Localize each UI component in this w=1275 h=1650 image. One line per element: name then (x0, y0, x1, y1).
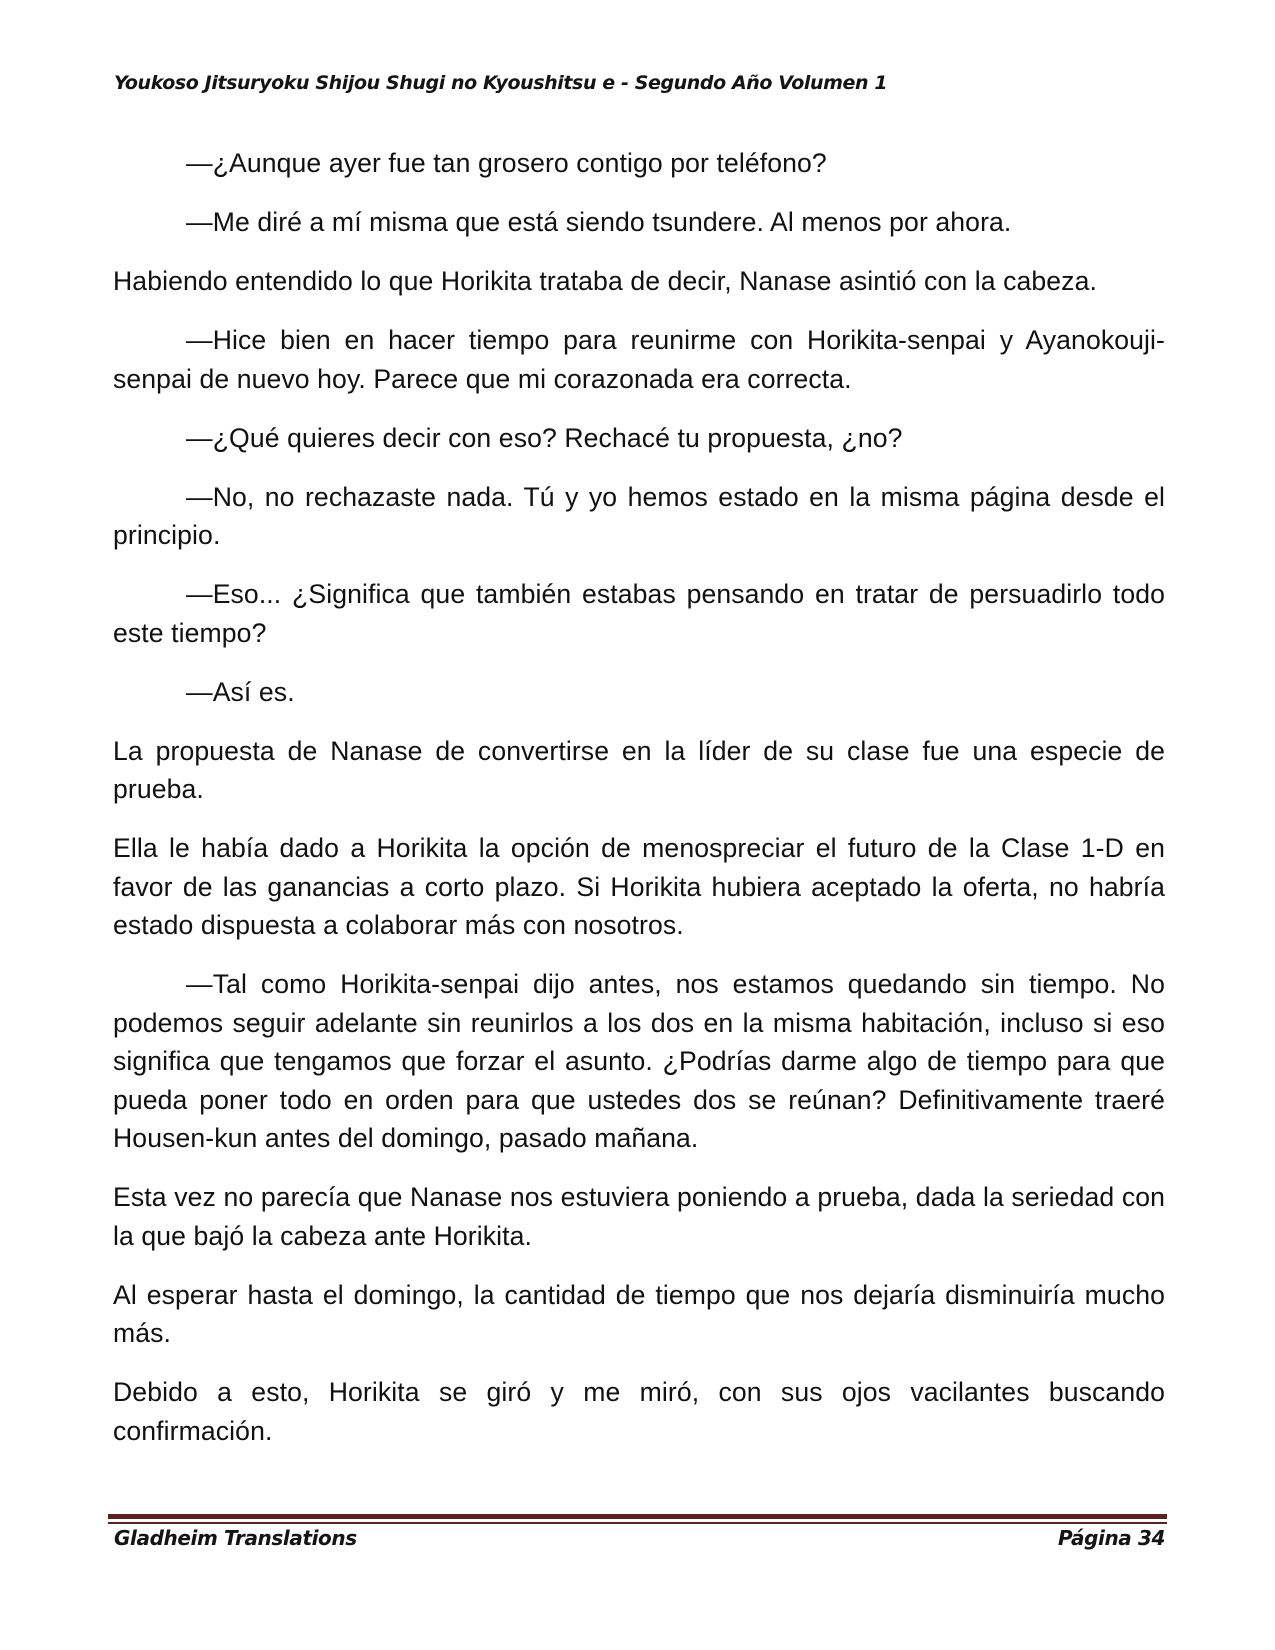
paragraph: Habiendo entendido lo que Horikita trataba de decir, Nanase asintió con la cabeza. (113, 266, 1097, 296)
paragraph: Esta vez no parecía que Nanase nos estuviera poniendo a prueba, dada la seriedad con la que bajó la cabeza ante Horikita. (113, 1182, 1165, 1251)
footer-credit: Gladheim Translations (114, 1526, 357, 1550)
footer-divider (108, 1514, 1167, 1519)
paragraph: —Tal como Horikita-senpai dijo antes, nos estamos quedando sin tiempo. No podemos seguir adelante sin reunirlos a los dos en la misma habitación, incluso si eso significa que tengamos que forzar el asunto. ¿Podrías darme algo de tiempo para que pueda poner todo en orden para que ustedes dos se reúnan? Definitivamente traeré Housen-kun antes del domingo, pasado mañana. (113, 969, 1165, 1153)
body-text (113, 144, 1165, 1471)
paragraph: Ella le había dado a Horikita la opción de menospreciar el futuro de la Clase 1-D en favor de las ganancias a corto plazo. Si Horikita hubiera aceptado la oferta, no habría estado dispuesta a colaborar más con nosotros. (113, 833, 1165, 940)
footer-divider-thin (108, 1522, 1167, 1524)
paragraph: —¿Aunque ayer fue tan grosero contigo por teléfono? (186, 148, 827, 178)
paragraph: —Eso... ¿Significa que también estabas pensando en tratar de persuadirlo todo este tiempo? (113, 579, 1165, 648)
page-header-title: Youkoso Jitsuryoku Shijou Shugi no Kyoushitsu e - Segundo Año Volumen 1 (114, 72, 888, 94)
paragraph: —Así es. (186, 676, 295, 707)
paragraph: La propuesta de Nanase de convertirse en la líder de su clase fue una especie de prueba. (113, 735, 1165, 804)
paragraph: —Me diré a mí misma que está siendo tsundere. Al menos por ahora. (186, 207, 1012, 237)
paragraph: Debido a esto, Horikita se giró y me miró, con sus ojos vacilantes buscando confirmación. (113, 1377, 1165, 1446)
page-number: Página 34 (1058, 1526, 1165, 1550)
paragraph: —No, no rechazaste nada. Tú y yo hemos estado en la misma página desde el principio. (113, 481, 1165, 550)
paragraph: —Hice bien en hacer tiempo para reunirme con Horikita-senpai y Ayanokouji-senpai de nuevo hoy. Parece que mi corazonada era correcta. (113, 325, 1165, 394)
paragraph: —¿Qué quieres decir con eso? Rechacé tu propuesta, ¿no? (186, 422, 903, 453)
paragraph: Al esperar hasta el domingo, la cantidad de tiempo que nos dejaría disminuiría mucho más. (113, 1279, 1165, 1348)
